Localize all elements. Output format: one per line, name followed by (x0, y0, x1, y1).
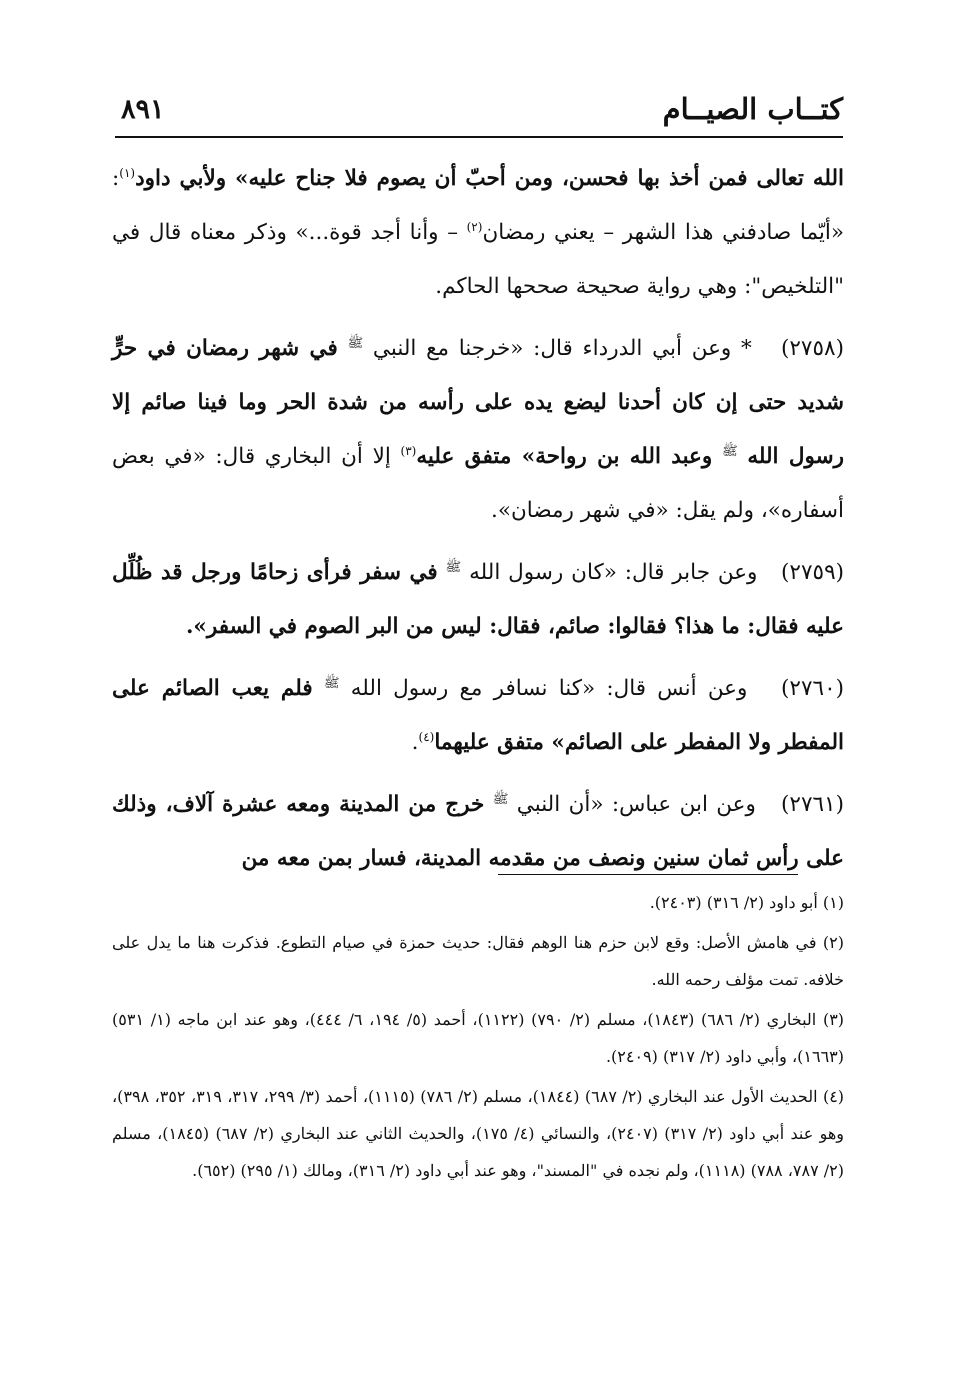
narration-text: إلا أن البخاري قال: «في بعض أسفاره»، ولم يقل: «في شهر رمضان». (112, 444, 844, 523)
hadith-number: (٢٧٥٩) (781, 560, 845, 585)
hadith-2761 (112, 778, 844, 886)
footnote-separator (498, 874, 798, 875)
punctuation: . (411, 730, 419, 755)
hadith-text: وعن ابن عباس: «أن النبي (516, 792, 756, 817)
page-header (115, 92, 843, 138)
hadith-text: وعن جابر قال: «كان رسول الله (469, 560, 758, 585)
footnote-2: (٢) في هامش الأصل: وقع لابن حزم هنا الوهم فقال: حديث حمزة في صيام التطوع. فذكرت هنا ما يدل على خلافه. تمت مؤلف رحمه الله. (112, 933, 844, 989)
page-number: ٨٩١ (121, 94, 165, 125)
hadith-text: خرج من المدينة ومعه عشرة آلاف، وذلك على رأس ثمان سنين ونصف من مقدمه المدينة، فسار بمن معه من (112, 792, 844, 871)
footnote-3: (٣) البخاري (٢/ ٦٨٦) (١٨٤٣)، مسلم (٢/ ٧٩٠) (١١٢٢)، أحمد (٥/ ١٩٤، ٦/ ٤٤٤)، وهو عند ابن ماجه (١/ ٥٣١) (١٦٦٣)، وأبي داود (٢/ ٣١٧) (٢٤٠٩). (112, 1010, 845, 1066)
hadith-number: (٢٧٥٨) (780, 336, 844, 361)
footnote-1: (١) أبو داود (٢/ ٣١٦) (٢٤٠٣). (649, 893, 844, 912)
hadith-text: وعن أنس قال: «كنا نسافر مع رسول الله (350, 676, 748, 701)
hadith-text: فلم يعب الصائم على المفطر ولا المفطر على الصائم» متفق عليهما (112, 676, 844, 755)
narration-text: – وأنا أجد قوة...» وذكر معناه قال في "التلخيص": وهي رواية صحيحة صححها الحاكم. (112, 220, 844, 299)
footnote-ref[interactable]: (٢) (466, 219, 483, 234)
chapter-title: كتــاب الصيــام (662, 92, 843, 126)
honorific-icon: ﷺ (492, 791, 509, 807)
honorific-icon: ﷺ (347, 335, 364, 351)
hadith-text: في شهر رمضان في حرٍّ شديد حتى إن كان أحدنا ليضع يده على رأسه من شدة الحر وما فينا صائم إلا رسول الله (112, 336, 844, 469)
hadith-2758 (112, 322, 844, 538)
honorific-icon: ﷺ (323, 675, 340, 691)
honorific-icon: ﷺ (445, 559, 462, 575)
hadith-number: (٢٧٦١) (781, 792, 844, 817)
hadith-2760 (112, 662, 844, 770)
hadith-2759 (112, 546, 844, 654)
footnote-ref[interactable]: (١) (119, 165, 136, 180)
footnote-ref[interactable]: (٤) (418, 729, 435, 744)
hadith-number: (٢٧٦٠) (781, 676, 845, 701)
paragraph-continuation (112, 152, 844, 314)
hadith-text: وعبد الله بن رواحة» متفق عليه (416, 444, 713, 469)
header-rule (115, 136, 843, 138)
narration-text: : «أيّما صادفني هذا الشهر – يعني رمضان (112, 166, 844, 245)
footnote-4: (٤) الحديث الأول عند البخاري (٢/ ٦٨٧) (١٨٤٤)، مسلم (٢/ ٧٨٦) (١١١٥)، أحمد (٣/ ٢٩٩، ٣١٧، ٣١٩، ٣٥٢، ٣٩٨)، وهو عند أبي داود (٢/ ٣١٧) (٢٤٠٧)، والنسائي (٤/ ١٧٥)، والحديث الثاني عند البخاري (٢/ ٦٨٧) (١٨٤٥)، مسلم (٢/ ٧٨٧، ٧٨٨) (١١١٨)، ولم نجده في "المسند"، وهو عند أبي داود (٢/ ٣١٦)، ومالك (١/ ٢٩٥) (٦٥٢). (112, 1087, 845, 1180)
hadith-text: في سفر فرأى زحامًا ورجل قد ظُلِّل عليه فقال: ما هذا؟ فقالوا: صائم، فقال: ليس من البر الصوم في السفر». (112, 560, 844, 639)
star-marker: * (741, 336, 752, 361)
footnotes (112, 884, 844, 1192)
main-text (112, 152, 844, 894)
footnote-ref[interactable]: (٣) (400, 443, 417, 458)
hadith-text: وعن أبي الدرداء قال: «خرجنا مع النبي (372, 336, 732, 361)
hadith-text: الله تعالى فمن أخذ بها فحسن، ومن أحبّ أن يصوم فلا جناح عليه» ولأبي داود (135, 166, 844, 191)
honorific-icon: ﷺ (721, 443, 738, 459)
